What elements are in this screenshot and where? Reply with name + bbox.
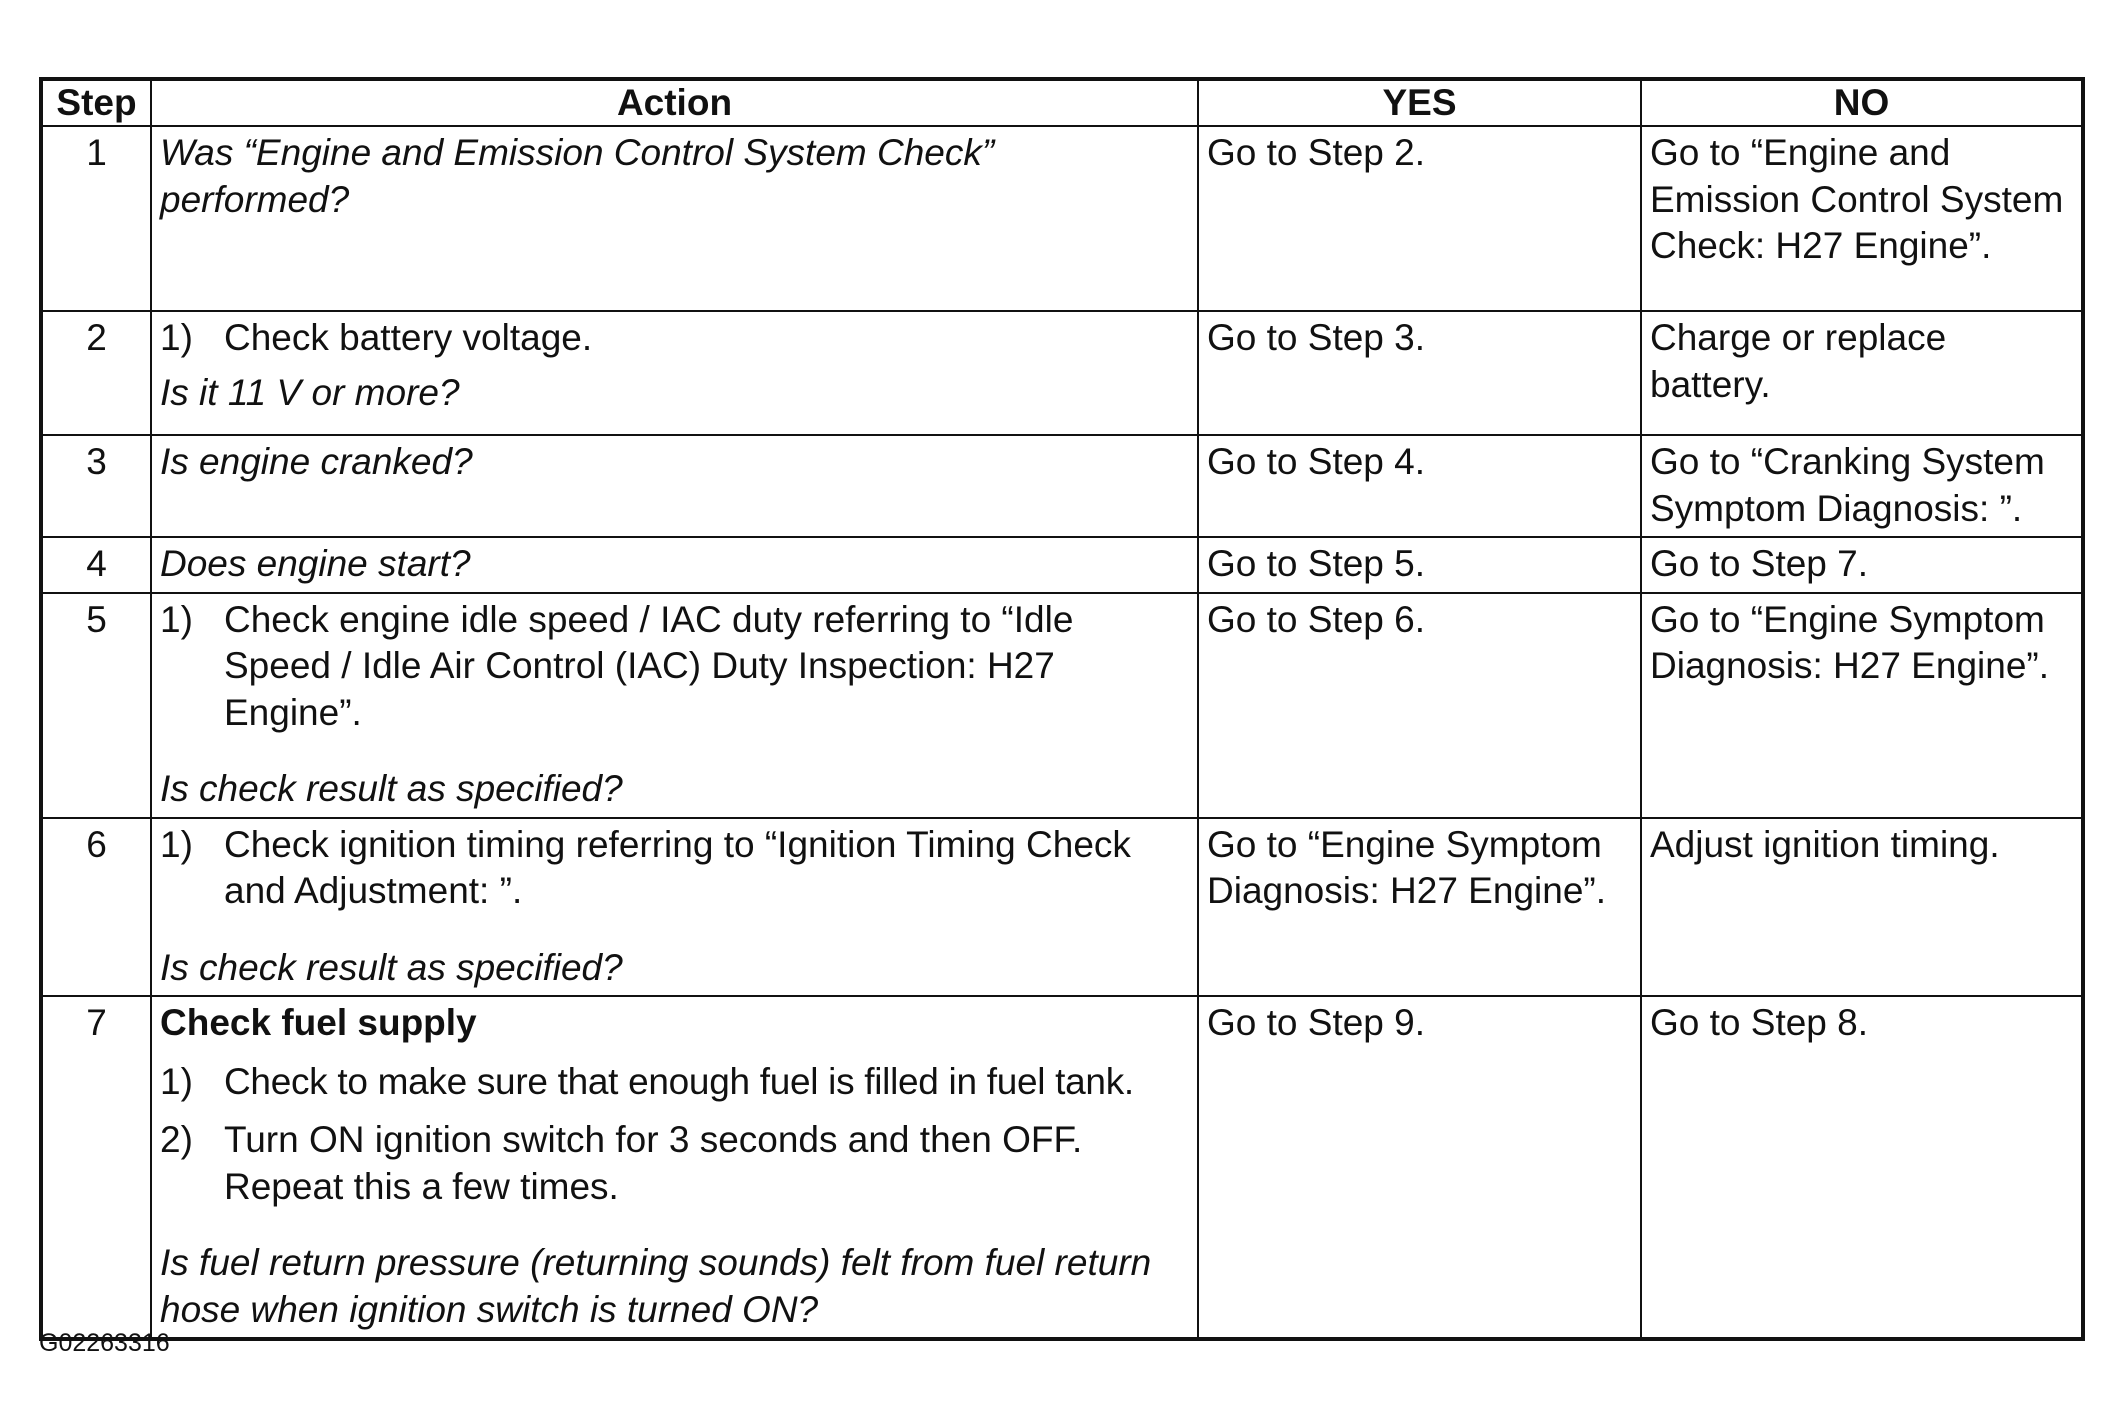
action-item	[160, 1117, 1189, 1210]
table-row	[41, 537, 2083, 593]
no-cell: Go to “Engine Symptom Diagnosis: H27 Engine”.	[1641, 593, 2083, 818]
action-cell	[151, 126, 1198, 311]
yes-cell: Go to Step 6.	[1198, 593, 1641, 818]
yes-cell: Go to Step 2.	[1198, 126, 1641, 311]
diagnostic-table	[39, 77, 2085, 1341]
action-item	[160, 822, 1189, 915]
no-cell: Charge or replace battery.	[1641, 311, 2083, 435]
action-cell	[151, 818, 1198, 997]
no-cell: Go to “Cranking System Symptom Diagnosis: ”.	[1641, 435, 2083, 537]
action-question: Is fuel return pressure (returning sounds) felt from fuel return hose when ignition switch is turned ON?	[160, 1242, 1152, 1330]
no-cell: Adjust ignition timing.	[1641, 818, 2083, 997]
yes-cell: Go to Step 3.	[1198, 311, 1641, 435]
action-item-text: Check engine idle speed / IAC duty referring to “Idle Speed / Idle Air Control (IAC) Duty Inspection: H27 Engine”.	[224, 598, 1074, 733]
step-number: 1	[41, 126, 151, 311]
action-item	[160, 1059, 1189, 1106]
action-item	[160, 315, 1189, 362]
action-question: Does engine start?	[160, 543, 471, 584]
header-action: Action	[151, 79, 1198, 126]
action-item-text: Check battery voltage.	[224, 317, 593, 358]
action-item-number: 2)	[160, 1119, 193, 1160]
header-step: Step	[41, 79, 151, 126]
step-number: 7	[41, 996, 151, 1339]
action-item-number: 1)	[160, 317, 193, 358]
step-number: 3	[41, 435, 151, 537]
yes-cell: Go to Step 5.	[1198, 537, 1641, 593]
action-question: Is it 11 V or more?	[160, 371, 460, 413]
action-question: Is engine cranked?	[160, 441, 473, 482]
table-row	[41, 996, 2083, 1339]
table-row	[41, 435, 2083, 537]
no-cell: Go to Step 7.	[1641, 537, 2083, 593]
yes-cell: Go to Step 4.	[1198, 435, 1641, 537]
action-question: Was “Engine and Emission Control System Check” performed?	[160, 132, 995, 220]
action-cell	[151, 537, 1198, 593]
figure-code: G02263316	[39, 1329, 170, 1357]
table-header-row	[41, 79, 2083, 126]
action-cell	[151, 435, 1198, 537]
action-title: Check fuel supply	[160, 1002, 477, 1043]
table-row	[41, 818, 2083, 997]
action-item-text: Turn ON ignition switch for 3 seconds and then OFF. Repeat this a few times.	[224, 1119, 1083, 1207]
action-item	[160, 597, 1189, 737]
header-no: NO	[1641, 79, 2083, 126]
table-row	[41, 311, 2083, 435]
action-cell	[151, 593, 1198, 818]
action-cell	[151, 311, 1198, 435]
action-item-number: 1)	[160, 598, 193, 640]
table-row	[41, 593, 2083, 818]
action-cell	[151, 996, 1198, 1339]
yes-cell: Go to Step 9.	[1198, 996, 1641, 1339]
action-item-number: 1)	[160, 823, 193, 865]
action-item-number: 1)	[160, 1060, 193, 1102]
no-cell: Go to Step 8.	[1641, 996, 2083, 1339]
action-question: Is check result as specified?	[160, 768, 623, 809]
step-number: 5	[41, 593, 151, 818]
yes-cell: Go to “Engine Symptom Diagnosis: H27 Engine”.	[1198, 818, 1641, 997]
no-cell: Go to “Engine and Emission Control System Check: H27 Engine”.	[1641, 126, 2083, 311]
header-yes: YES	[1198, 79, 1641, 126]
step-number: 6	[41, 818, 151, 997]
action-item-text: Check to make sure that enough fuel is filled in fuel tank.	[224, 1060, 1134, 1102]
step-number: 2	[41, 311, 151, 435]
step-number: 4	[41, 537, 151, 593]
table-row	[41, 126, 2083, 311]
action-question: Is check result as specified?	[160, 946, 623, 988]
action-item-text: Check ignition timing referring to “Ignition Timing Check and Adjustment: ”.	[224, 823, 1131, 911]
